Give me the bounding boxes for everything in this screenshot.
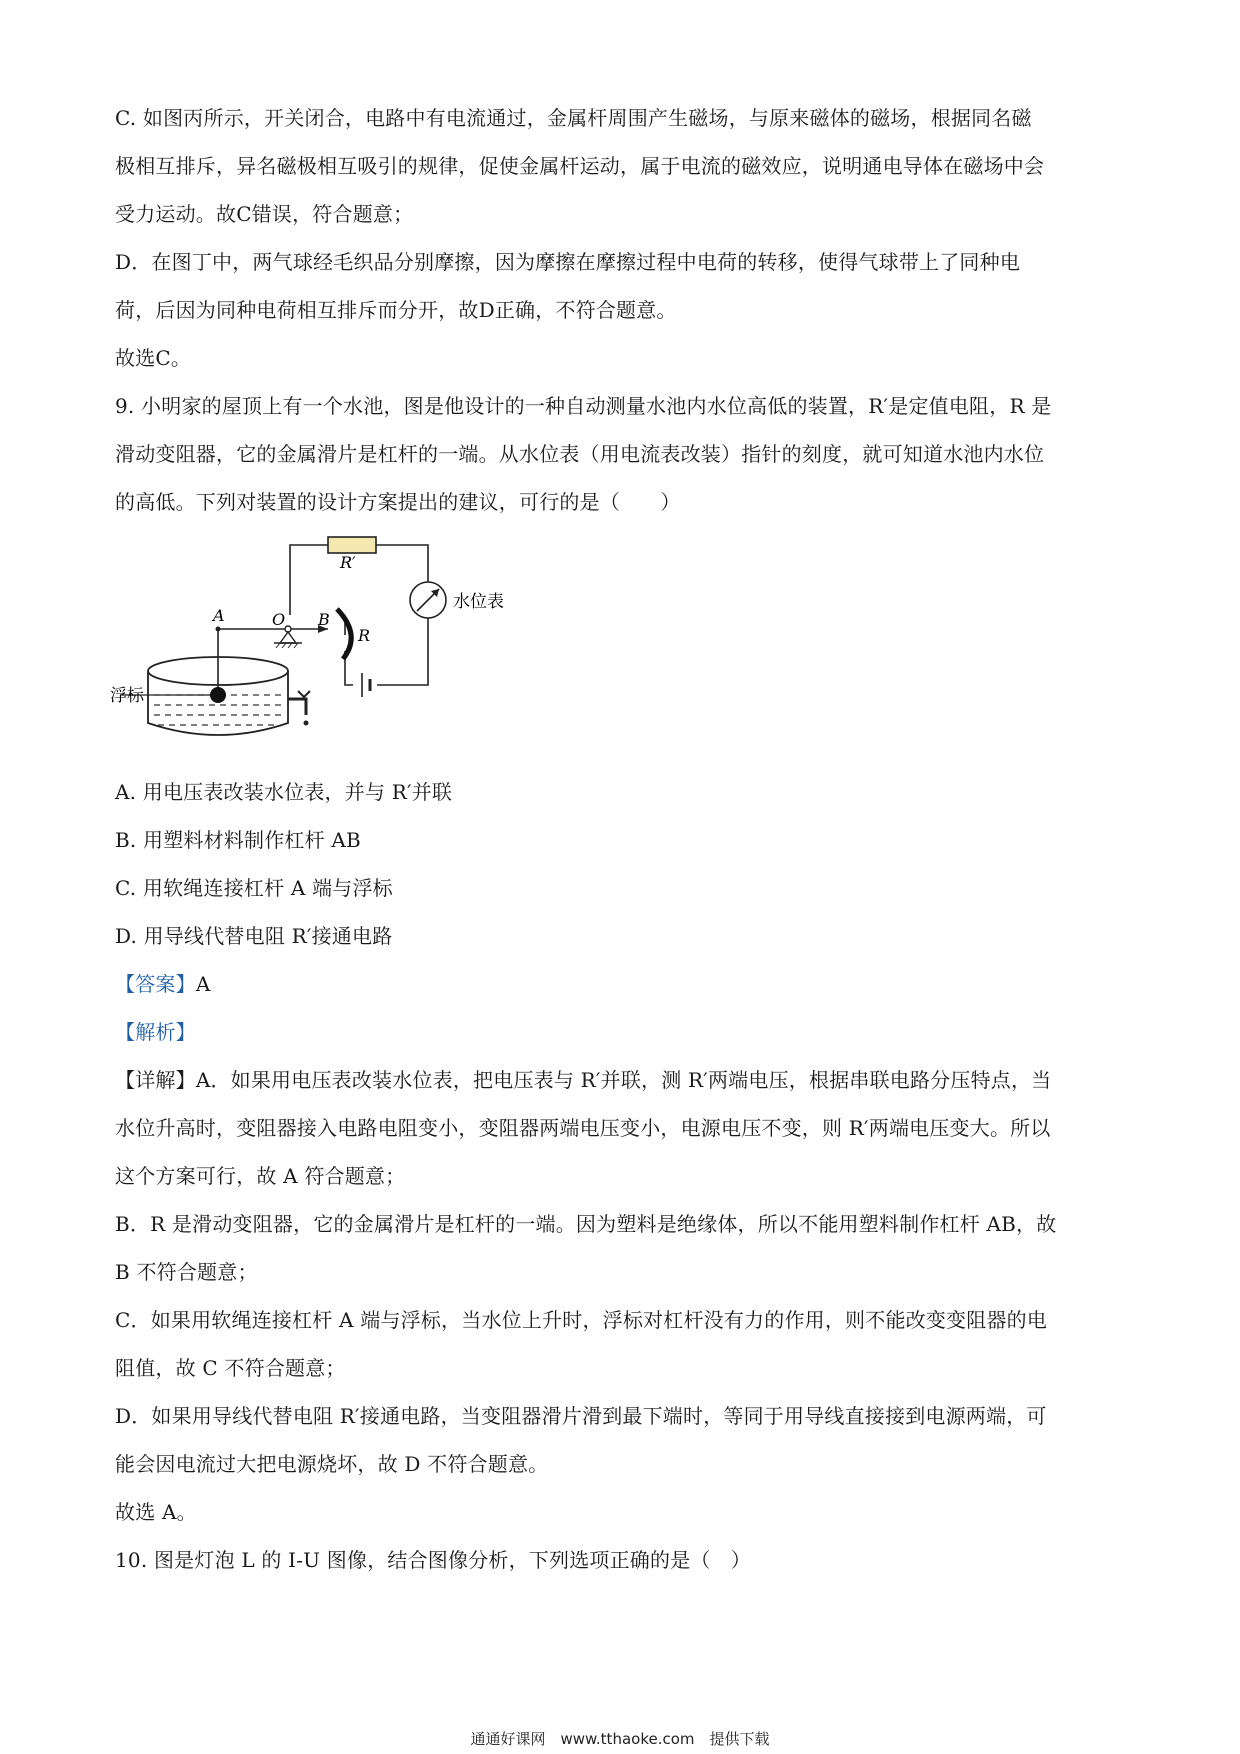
page-footer: 通通好课网 www.tthaoke.com 提供下载 (470, 1730, 770, 1748)
detail-a1-text: A．如果用电压表改装水位表，把电压表与 R′并联，测 R′两端电压，根据串联电路分压特点，当 (195, 1068, 1052, 1092)
q9-detail-a2: 水位升高时，变阻器接入电路电阻变小，变阻器两端电压变小，电源电压不变，则 R′两端电压变大。所以 (115, 1116, 1051, 1140)
point-b-label: B (318, 610, 330, 629)
resistor-label: R′ (340, 553, 356, 572)
q9-detail-c2: 阻值，故 C 不符合题意； (115, 1356, 346, 1380)
float-label: 浮标 (110, 686, 144, 706)
q9-option-d: D. 用导线代替电阻 R′接通电路 (115, 924, 393, 948)
water-level-circuit-figure (110, 535, 550, 760)
float-icon (210, 687, 226, 703)
prev-c-line3: 受力运动。故C错误，符合题意； (115, 202, 414, 226)
q9-stem-line3: 的高低。下列对装置的设计方案提出的建议，可行的是（ ） (115, 490, 681, 514)
pivot-icon (280, 632, 296, 643)
q9-detail-a1 (115, 1056, 1130, 1104)
prev-d-line1: D．在图丁中，两气球经毛织品分别摩擦，因为摩擦在摩擦过程中电荷的转移，使得气球带上了同种电 (115, 250, 1021, 274)
prev-c-line2: 极相互排斥，异名磁极相互吸引的规律，促使金属杆运动，属于电流的磁效应，说明通电导体在磁场中会 (115, 154, 1045, 178)
q9-option-a: A. 用电压表改装水位表，并与 R′并联 (115, 780, 453, 804)
point-a-label: A (213, 606, 225, 625)
q9-detail-d2: 能会因电流过大把电源烧坏，故 D 不符合题意。 (115, 1452, 549, 1476)
meter-label: 水位表 (453, 592, 504, 612)
fixed-resistor-icon (328, 537, 376, 553)
q9-stem-line1: 9. 小明家的屋顶上有一个水池，图是他设计的一种自动测量水池内水位高低的装置，R′是定值电阻，R 是 (115, 394, 1052, 418)
q9-answer (115, 960, 1130, 1008)
q9-choice: 故选 A。 (115, 1500, 197, 1524)
analysis-tag: 【解析】 (115, 1020, 196, 1044)
rheostat-label: R (358, 626, 371, 645)
q9-detail-a3: 这个方案可行，故 A 符合题意； (115, 1164, 406, 1188)
q9-detail-c1: C．如果用软绳连接杠杆 A 端与浮标，当水位上升时，浮标对杠杆没有力的作用，则不能改变变阻器的电 (115, 1308, 1048, 1332)
q10-stem: 10. 图是灯泡 L 的 I-U 图像，结合图像分析，下列选项正确的是（ ） (115, 1548, 751, 1572)
q9-detail-b1: B．R 是滑动变阻器，它的金属滑片是杠杆的一端。因为塑料是绝缘体，所以不能用塑料制作杠杆 AB，故 (115, 1212, 1057, 1236)
q9-detail-d1: D．如果用导线代替电阻 R′接通电路，当变阻器滑片滑到最下端时，等同于用导线直接接到电源两端，可 (115, 1404, 1047, 1428)
q9-detail-b2: B 不符合题意； (115, 1260, 258, 1284)
q9-analysis (115, 1008, 1130, 1056)
q9-option-c: C. 用软绳连接杠杆 A 端与浮标 (115, 876, 393, 900)
q9-option-b: B. 用塑料材料制作杠杆 AB (115, 828, 361, 852)
q9-stem-line2: 滑动变阻器，它的金属滑片是杠杆的一端。从水位表（用电流表改装）指针的刻度，就可知道水池内水位 (115, 442, 1045, 466)
faucet-icon (288, 699, 306, 715)
answer-tag: 【答案】 (115, 972, 196, 996)
prev-d-line2: 荷，后因为同种电荷相互排斥而分开，故D正确，不符合题意。 (115, 298, 677, 322)
prev-choice: 故选C。 (115, 346, 192, 370)
prev-c-line1: C. 如图丙所示，开关闭合，电路中有电流通过，金属杆周围产生磁场，与原来磁体的磁场，根据同名磁 (115, 106, 1032, 130)
detail-tag: 【详解】 (115, 1068, 196, 1092)
rheostat-icon (337, 609, 351, 659)
point-o-label: O (272, 610, 286, 629)
answer-value: A (195, 972, 211, 996)
